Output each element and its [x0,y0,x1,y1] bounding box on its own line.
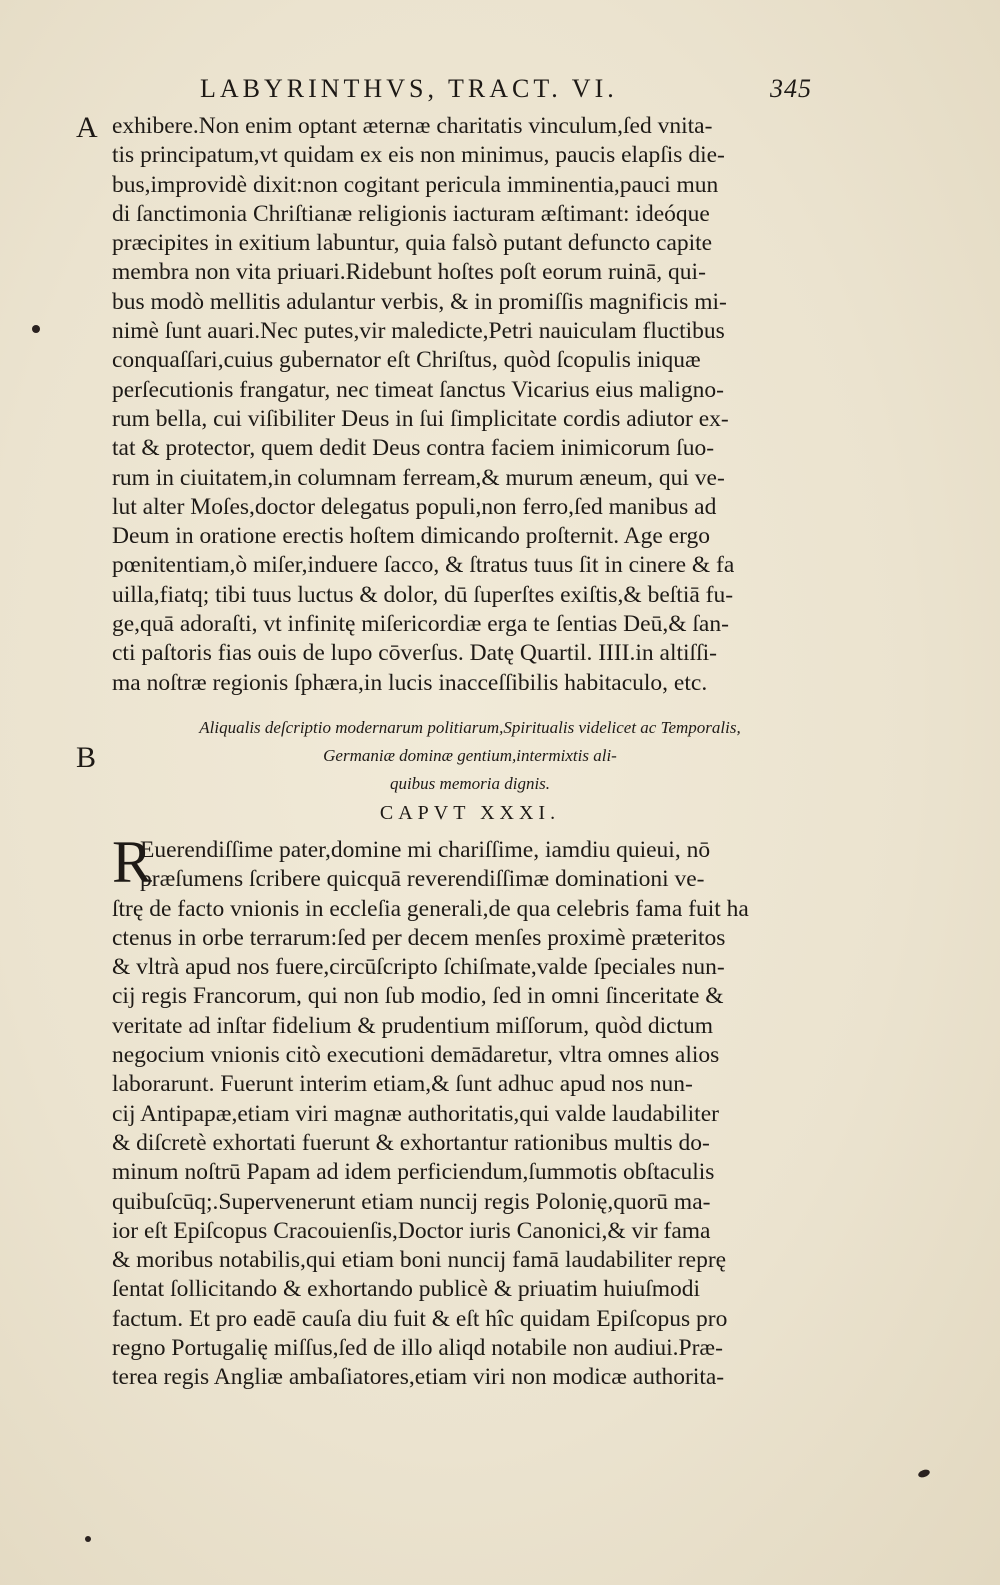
text-line: rum in ciuitatem,in columnam ferream,& murum æneum, qui ve- [112,464,725,491]
text-line: cij Antipapæ,etiam viri magnæ authoritatis,qui valde laudabiliter [112,1100,719,1127]
page-number: 345 [770,74,812,103]
text-line: terea regis Angliæ ambaſiatores,etiam viri non modicæ authorita- [112,1364,725,1391]
text-line: tat & protector, quem dedit Deus contra faciem inimicorum ſuo- [112,435,715,462]
running-header [200,74,840,104]
text-line: & moribus notabilis,qui etiam boni nuncij famā laudabiliter reprę [112,1247,727,1274]
text-line: quibuſcūq;.Supervenerunt etiam nuncij regis Polonię,quorū ma- [112,1188,711,1215]
text-line: Deum in oratione erectis hoſtem dimicando proſternit. Age ergo [112,523,710,550]
text-line: Euerendiſſime pater,domine mi chariſſime, iamdiu quieui, nō [140,837,711,863]
paragraph-a [112,112,832,698]
text-line: bus modò mellitis adulantur verbis, & in promiſſis magnificis mi- [112,288,727,315]
text-line: præcipites in exitium labuntur, quia falsò putant defuncto capite [112,230,713,257]
text-line: di ſanctimonia Chriſtianæ religionis iacturam æſtimant: ideóque [112,200,710,227]
text-line: cij regis Francorum, qui non ſub modio, ſed in omni ſinceritate & [112,983,724,1010]
text-line: veritate ad inſtar fidelium & prudentium miſſorum, quòd dictum [112,1012,714,1039]
title-line: Aliqualis deſcriptio modernarum politiarum,Spiritualis videlicet ac Temporalis, [199,718,741,737]
text-line: pœnitentiam,ò miſer,induere ſacco, & ſtratus tuus ſit in cinere & fa [112,552,735,579]
title-line: Germaniæ dominæ gentium,intermixtis ali- [323,746,617,765]
chapter-heading: CAPVT XXXI. [379,802,561,824]
text-line: exhibere.Non enim optant æternæ charitatis vinculum,ſed vnita- [112,113,713,139]
text-line: præſumens ſcribere quicquā reverendiſſimæ dominationi ve- [140,866,705,893]
text-line: ge,quā adoraſti, vt infinitę miſericordiæ erga te ſentias Deū,& ſan- [112,611,729,638]
paragraph-b-indented [140,836,840,895]
ink-speck [917,1468,931,1479]
text-line: rum bella, cui viſibiliter Deus in ſui ſimplicitate cordis adiutor ex- [112,405,729,432]
text-line: nimè ſunt auari.Nec putes,vir maledicte,Petri nauiculam fluctibus [112,318,725,345]
text-line: & vltrà apud nos fuere,circūſcripto ſchiſmate,valde ſpeciales nun- [112,954,725,981]
text-line: ſentat ſollicitando & exhortando publicè & priuatim huiuſmodi [112,1276,701,1303]
text-line: ior eſt Epiſcopus Cracouienſis,Doctor iuris Canonici,& vir fama [112,1217,711,1244]
text-line: & diſcretè exhortati fuerunt & exhortantur rationibus multis do- [112,1129,710,1156]
text-line: lut alter Moſes,doctor delegatus populi,non ferro,ſed manibus ad [112,493,717,520]
text-line: tis principatum,vt quidam ex eis non minimus, paucis elapſis die- [112,142,725,169]
drop-cap: R [112,829,153,895]
paragraph-b [112,895,832,1393]
ink-speck [32,325,40,333]
text-line: uilla,fiatq; tibi tuus luctus & dolor, dū ſuperſtes exiſtis,& beſtiā fu- [112,581,734,608]
text-line: ſtrę de facto vnionis in eccleſia generali,de qua celebris fama fuit ha [112,895,749,922]
text-line: laborarunt. Fuerunt interim etiam,& ſunt adhuc apud nos nun- [112,1071,693,1098]
ink-speck [85,1536,91,1542]
text-line: factum. Et pro eadē cauſa diu fuit & eſt hîc quidam Epiſcopus pro [112,1305,728,1332]
title-line: quibus memoria dignis. [389,774,551,793]
margin-letter-b: B [76,741,97,774]
text-line: perſecutionis frangatur, nec timeat ſanctus Vicarius eius maligno- [112,376,724,403]
text-line: ma noſtræ regionis ſphæra,in lucis inacceſſibilis habitaculo, etc. [112,669,708,696]
text-line: negocium vnionis citò executioni demādaretur, vltra omnes alios [112,1042,720,1069]
text-line: ctenus in orbe terrarum:ſed per decem menſes proximè præteritos [112,924,726,951]
text-line: minum noſtrū Papam ad idem perficiendum,ſummotis obſtaculis [112,1159,715,1186]
margin-letter-a: A [76,111,98,144]
text-line: cti paſtoris fias ouis de lupo cōverſus. Datę Quartil. IIII.in altiſſi- [112,640,717,667]
chapter-title [150,714,790,798]
text-line: regno Portugalię miſſus,ſed de illo aliqd notabile non audiui.Præ- [112,1335,723,1362]
text-line: bus,improvidè dixit:non cogitant pericula imminentia,pauci mun [112,171,719,198]
text-line: membra non vita priuari.Ridebunt hoſtes poſt eorum ruinā, qui- [112,259,706,286]
text-line: conquaſſari,cuius gubernator eſt Chriſtus, quòd ſcopulis iniquæ [112,347,701,374]
header-title: LABYRINTHVS, TRACT. VI. [200,74,618,103]
